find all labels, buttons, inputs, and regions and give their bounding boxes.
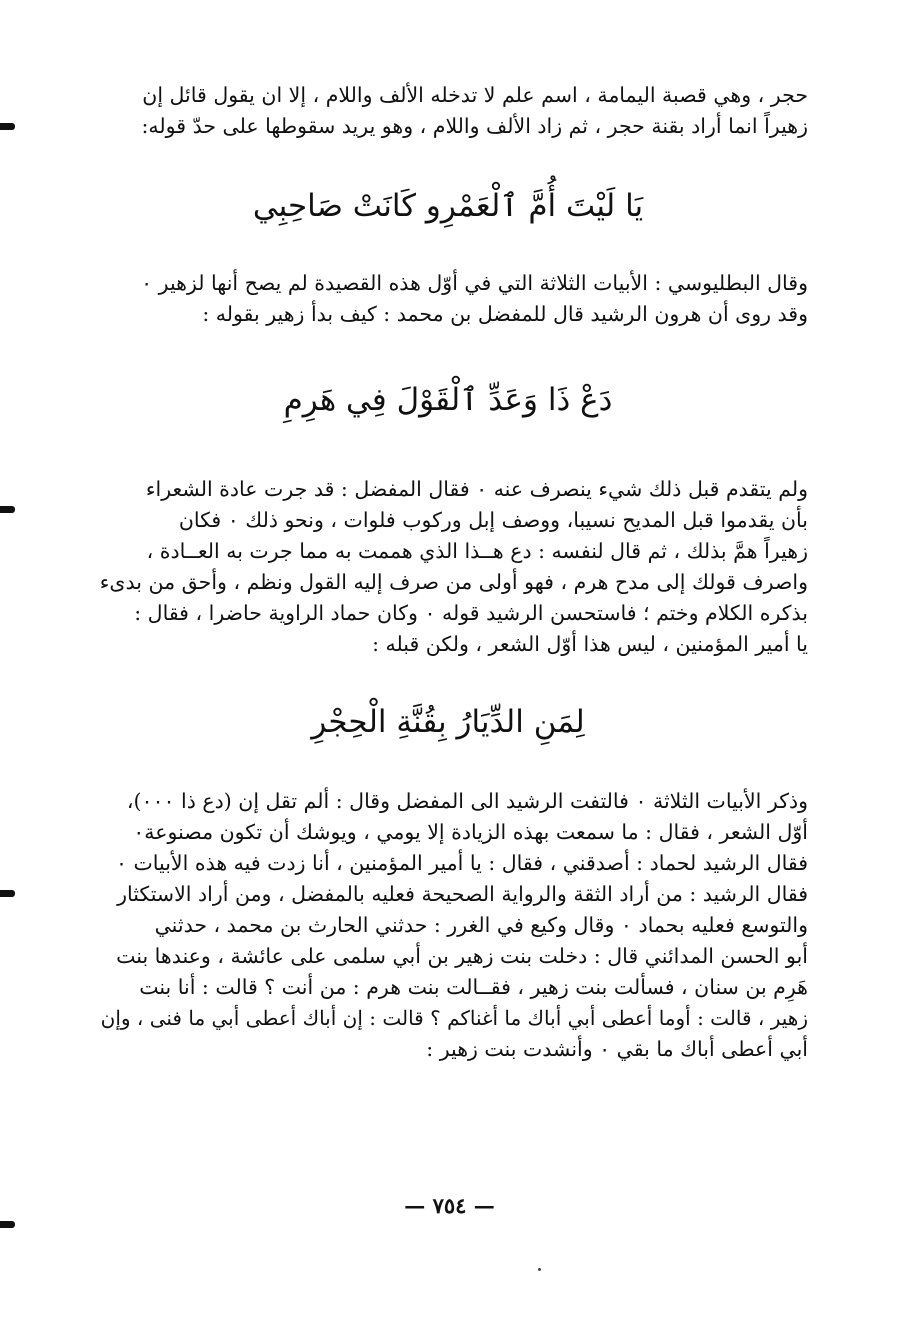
text-line: بأن يقدموا قبل المديح نسيبا، ووصف إبل وركوب فلوات ، ونحو ذلك ٠ فكان — [178, 508, 808, 532]
page-number — [0, 1193, 899, 1218]
text-line: زهيراً انما أراد بقنة حجر ، ثم زاد الألف واللام ، وهو يريد سقوطها على حدّ قوله: — [141, 114, 808, 138]
page-number-text: — ٧٥٤ — — [404, 1193, 495, 1218]
text-line: حجر ، وهي قصبة اليمامة ، اسم علم لا تدخله الألف واللام ، إلا ان يقول قائل إن — [142, 83, 808, 107]
paragraph-2 — [88, 268, 808, 330]
scan-speck — [538, 1268, 541, 1271]
text-line: والتوسع فعليه بحماد ٠ وقال وكيع في الغرر : حدثني الحارث بن محمد ، حدثني — [154, 913, 808, 937]
paragraph-4 — [88, 786, 808, 1065]
paragraph-1 — [88, 80, 808, 142]
text-line: أبي أعطى أباك ما بقي ٠ وأنشدت بنت زهير : — [426, 1037, 808, 1061]
text-line: أبو الحسن المدائني قال : دخلت بنت زهير بن أبي سلمى على عائشة ، وعندها بنت — [116, 944, 808, 968]
page-body — [88, 80, 808, 1065]
text-line: ولم يتقدم قبل ذلك شيء ينصرف عنه ٠ فقال المفضل : قد جرت عادة الشعراء — [145, 477, 808, 501]
text-line: زهير ، قالت : أوما أعطى أبي أباك ما أغناكم ؟ قالت : إن أباك أعطى أبي ما فنى ، وإن — [100, 1006, 808, 1030]
text-line: فقال الرشيد : من أراد الثقة والرواية الصحيحة فعليه بالمفضل ، ومن أراد الاستكثار — [117, 882, 808, 906]
text-line: هَرِم بن سنان ، فسألت بنت زهير ، فقــالت بنت هرم : من أنت ؟ قالت : أنا بنت — [139, 975, 808, 999]
text-line: أوّل الشعر ، فقال : ما سمعت بهذه الزيادة إلا يومي ، ويوشك أن تكون مصنوعة٠ — [133, 820, 808, 844]
text-line: يا أمير المؤمنين ، ليس هذا أوّل الشعر ، ولكن قبله : — [372, 632, 808, 656]
text-line: وقد روى أن هرون الرشيد قال للمفضل بن محمد : كيف بدأ زهير بقوله : — [202, 302, 808, 326]
binding-mark — [0, 506, 15, 513]
text-line: فقال الرشيد لحماد : أصدقني ، فقال : يا أمير المؤمنين ، أنا زدت فيه هذه الأبيات ٠ — [115, 851, 808, 875]
text-line: بذكره الكلام وختم ؛ فاستحسن الرشيد قوله ٠ وكان حماد الراوية حاضرا ، فقال : — [134, 601, 808, 625]
paragraph-3 — [88, 474, 808, 660]
binding-mark — [0, 1221, 15, 1228]
text-line: وقال البطليوسي : الأبيات الثلاثة التي في أوّل هذه القصيدة لم يصح أنها لزهير ٠ — [141, 271, 808, 295]
binding-mark — [0, 890, 15, 897]
text-line: وذكر الأبيات الثلاثة ٠ فالتفت الرشيد الى المفضل وقال : ألم تقل إن (دع ذا ٠٠٠)، — [126, 789, 808, 813]
verse-2: دَعْ ذَا وَعَدِّ ٱلْقَوْلَ فِي هَرِمِ — [283, 382, 613, 418]
text-line: واصرف قولك إلى مدح هرم ، فهو أولى من صرف إليه القول ونظم ، وأحق من بدىء — [99, 570, 808, 594]
text-line: زهيراً همَّ بذلك ، ثم قال لنفسه : دع هــذا الذي هممت به مما جرت به العــادة ، — [146, 539, 808, 563]
verse-1: يَا لَيْتَ أُمَّ ٱلْعَمْرِو كَانَتْ صَاحِبِي — [252, 188, 644, 224]
binding-mark — [0, 123, 15, 130]
verse-3: لِمَنِ الدِّيَارُ بِقُنَّةِ الْحِجْرِ — [311, 704, 585, 740]
